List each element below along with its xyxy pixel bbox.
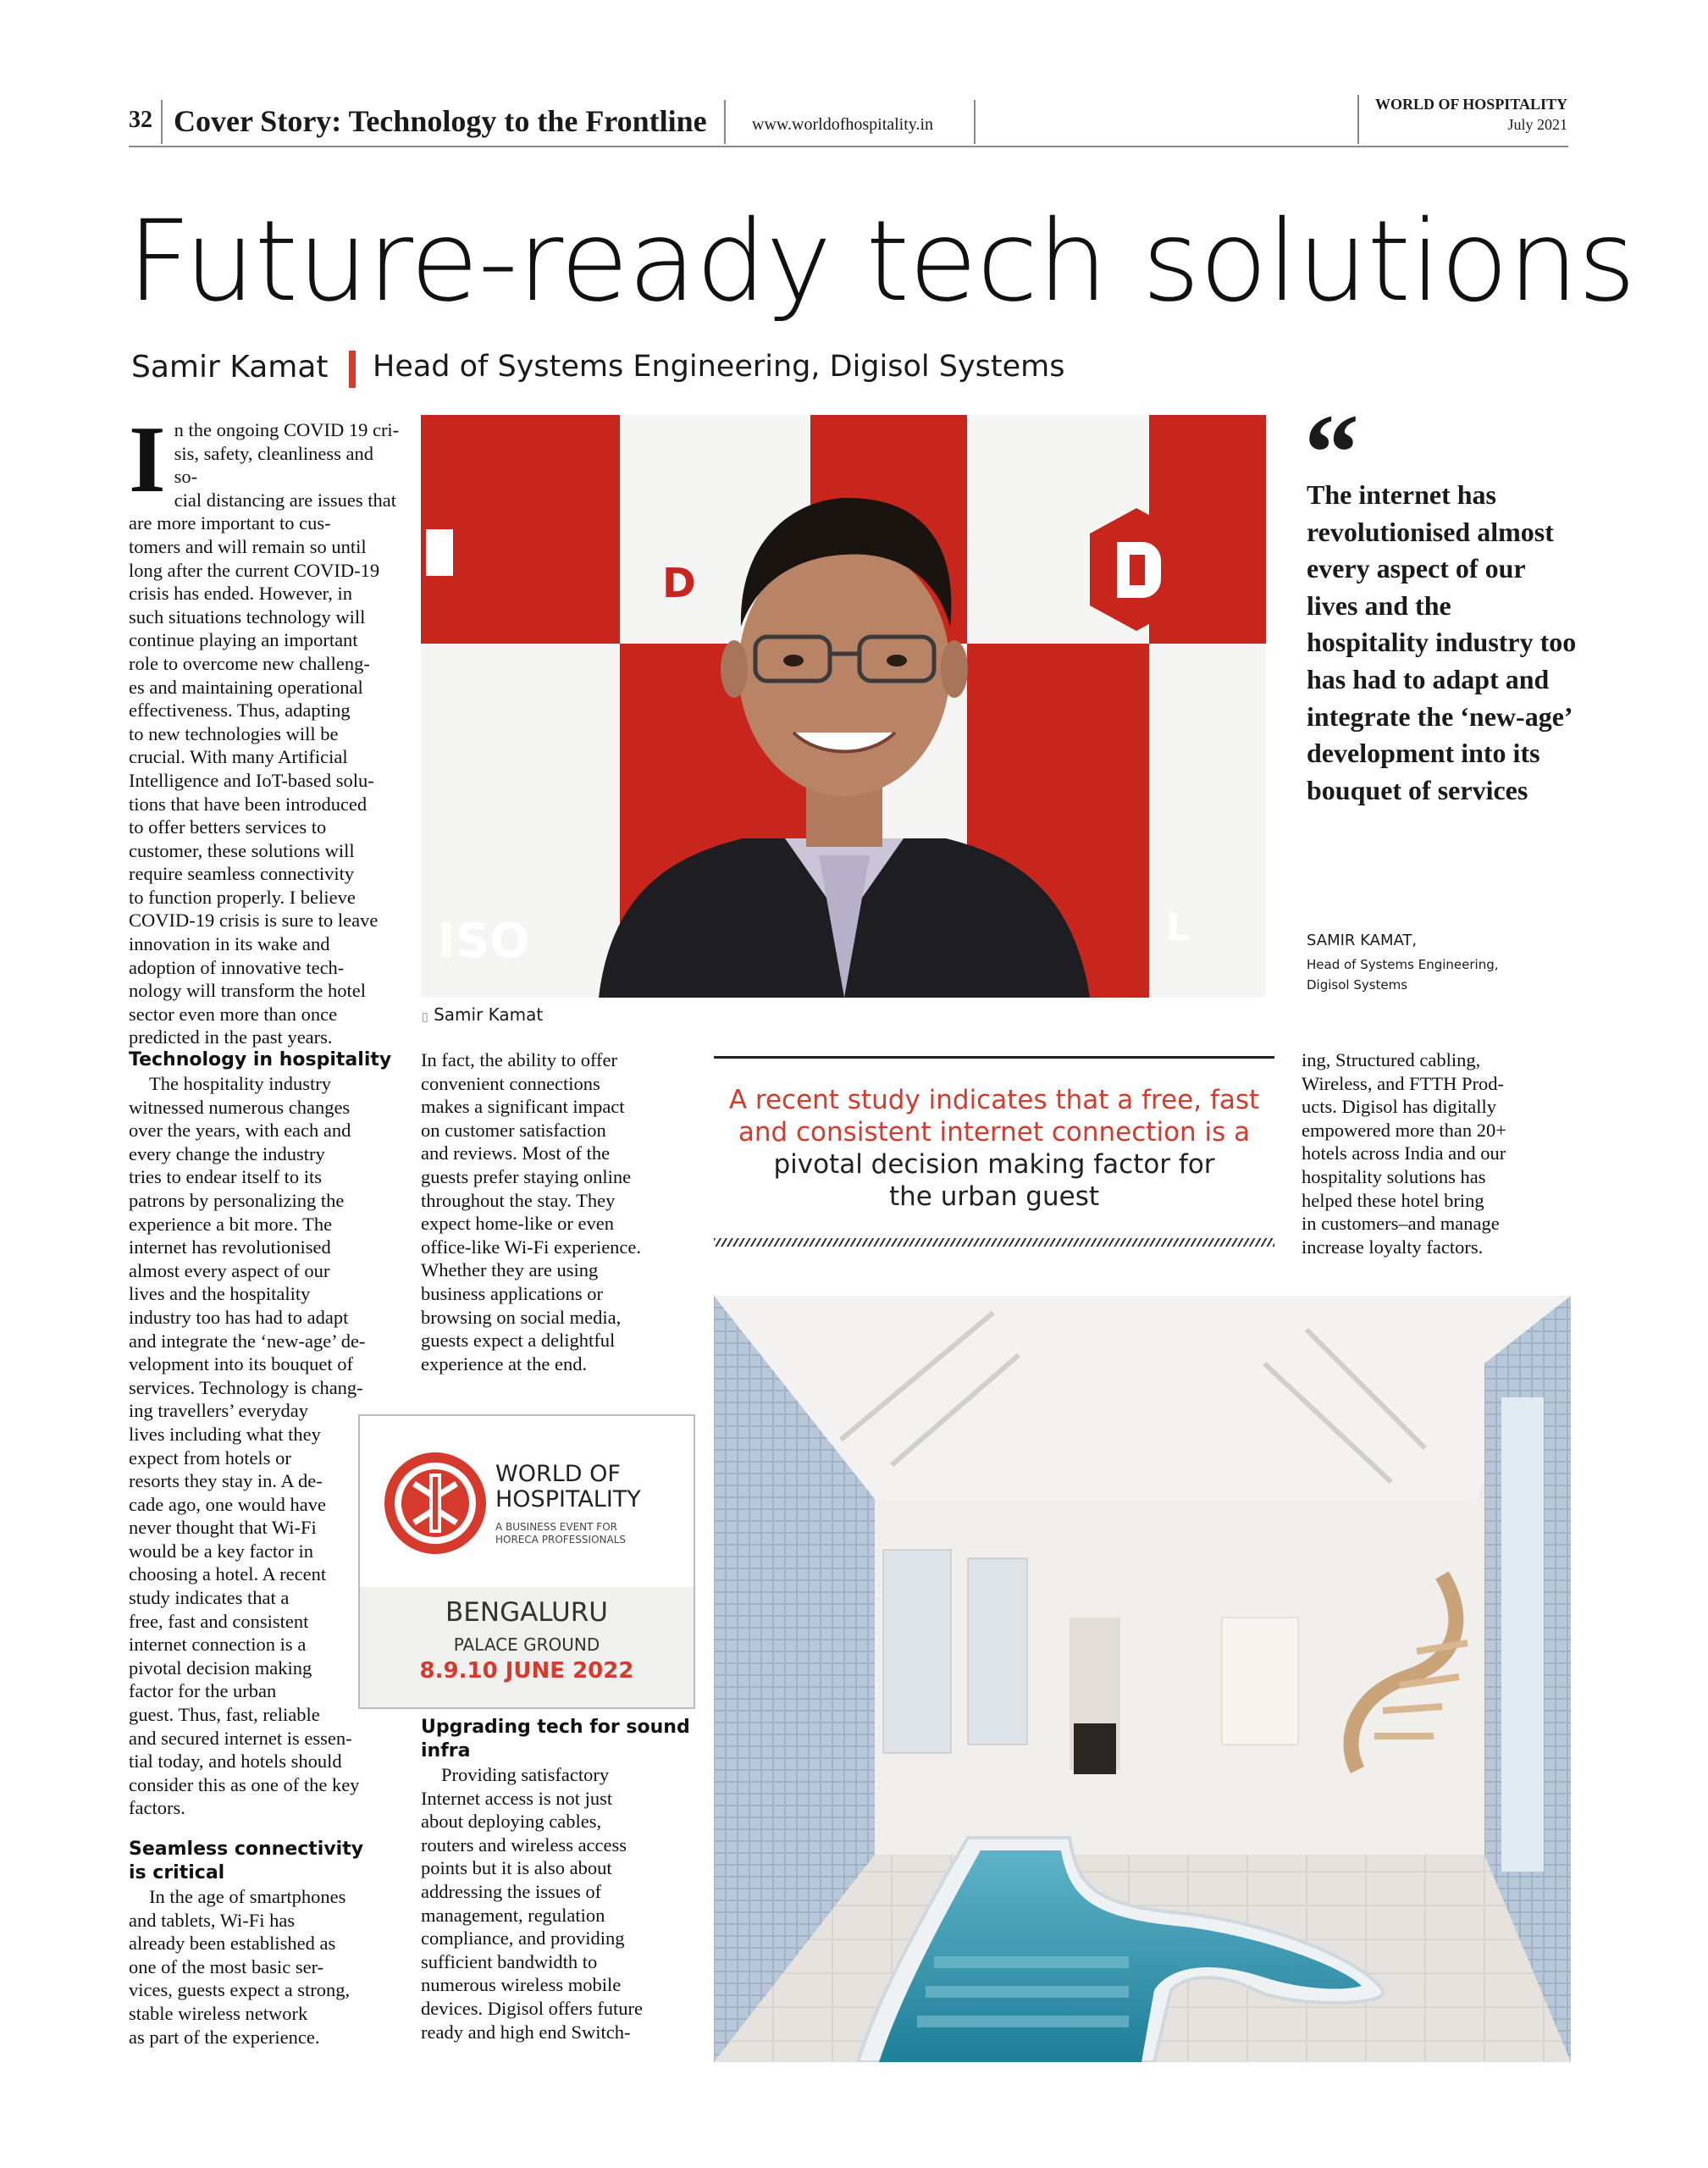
text-line: management, regulation [421,1904,605,1926]
text-line: lives including what they [129,1423,321,1445]
text-line: guests prefer staying online [421,1165,632,1187]
text-line: points but it is also about [421,1857,612,1879]
text-line: Providing satisfactory [441,1764,610,1785]
byline-separator [349,351,356,388]
text-line: over the years, with each and [129,1120,351,1142]
website-url[interactable]: www.worldofhospitality.in [752,115,934,134]
text-line: would be a key factor in [129,1540,314,1562]
text-line: crucial. With many Artificial [129,746,348,768]
text-line: ing travellers’ everyday [129,1400,308,1422]
world-of-hospitality-logo-icon [382,1450,489,1557]
portrait-illustration [421,415,1266,998]
text-line: effectiveness. Thus, adapting [129,700,351,722]
text-line: as part of the experience. [129,2026,320,2048]
text-line: to offer betters services to [129,816,327,838]
author-photo [421,415,1266,998]
text-line: ready and high end Switch- [421,2021,631,2043]
ad-event-details [360,1587,694,1707]
backdrop-text: D [662,560,696,607]
text-line: In fact, the ability to offer [421,1049,617,1070]
intro-text-rest [129,535,400,1049]
text-line: business applications or [421,1282,603,1304]
text-line: browsing on social media, [421,1306,622,1328]
tagline-line: HORECA PROFESSIONALS [495,1534,627,1546]
text-line: increase loyalty factors. [1302,1236,1484,1258]
pullquote-text: The internet has revolutionised almost every aspect of our lives and the hospitality industry too has had to adapt and integrate the ‘new-age’ development into its bouquet of services [1307,479,1577,805]
tagline-line: A BUSINESS EVENT FOR [495,1521,617,1533]
text-line: to new technologies will be [129,722,339,744]
text-line: Intelligence and IoT-based solu- [129,769,374,791]
photo-caption [422,1004,543,1025]
drop-cap: I [129,407,166,512]
text-line: tions that have been introduced [129,793,368,815]
text-line: office-like Wi-Fi experience. [421,1236,642,1258]
text-line: addressing the issues of [421,1880,602,1902]
pool-illustration [714,1296,1571,2062]
text-line: es and maintaining operational [129,676,363,698]
text-line: in customers–and manage [1302,1213,1500,1235]
text-line: and secured internet is essen- [129,1727,352,1749]
text-line: devices. Digisol offers future [421,1997,644,2019]
text-line: predicted in the past years. [129,1026,333,1048]
section-text [129,1885,400,2049]
event-venue: PALACE GROUND [453,1634,600,1655]
quote-mark-icon: “ [1304,392,1359,514]
pullquote-name: SAMIR KAMAT, [1307,932,1418,949]
highlight-bottom-hatch [714,1238,1274,1247]
text-line: require seamless connectivity [129,863,355,885]
publication-name: WORLD OF HOSPITALITY [1374,96,1567,113]
highlight-line: the urban guest [889,1181,1099,1212]
intro-paragraph [129,407,400,1049]
column-2-text [421,1048,692,1375]
text-line: nology will transform the hotel [129,980,366,1002]
text-line: long after the current COVID-19 [129,559,380,581]
text-line: and reviews. Most of the [421,1142,611,1164]
text-line: choosing a hotel. A recent [129,1563,327,1585]
text-line: experience at the end. [421,1352,588,1374]
text-line: factors. [129,1797,185,1819]
text-line: lives and the hospitality [129,1283,311,1305]
subheading: Seamless connectivity is critical [129,1839,364,1883]
ad-brand [495,1462,641,1513]
text-line: to function properly. I believe [129,886,356,908]
text-line: expect home-like or even [421,1213,615,1235]
author-name: Samir Kamat [131,350,329,384]
text-line: helped these hotel bring [1302,1189,1484,1211]
text-line: throughout the stay. They [421,1189,616,1211]
text-line: stable wireless network [129,2002,308,2024]
text-line: COVID-19 crisis is sure to leave [129,910,379,932]
text-line: resorts they stay in. A de- [129,1470,323,1492]
text-line: free, fast and consistent [129,1610,309,1632]
text-line: every change the industry [129,1142,325,1164]
text-line: expect from hotels or [129,1446,291,1468]
text-line: sufficient bandwidth to [421,1950,598,1972]
text-line: and tablets, Wi-Fi has [129,1909,296,1931]
text-line: on customer satisfaction [421,1119,606,1141]
text-line: cade ago, one would have [129,1493,327,1515]
text-line: tries to endear itself to its [129,1166,323,1188]
section-title: Cover Story: Technology to the Frontline [174,104,707,138]
text-line: routers and wireless access [421,1833,627,1856]
text-line: Wireless, and FTTH Prod- [1302,1072,1505,1094]
text-line: sis, safety, cleanliness and so- [174,442,373,488]
text-line: hotels across India and our [1302,1142,1506,1164]
text-line: such situations technology will [129,606,366,628]
text-line: services. Technology is chang- [129,1376,363,1398]
backdrop-text: ISO [438,914,530,969]
text-line: internet connection is a [129,1634,307,1656]
highlight-top-rule [714,1056,1274,1059]
text-line: study indicates that a [129,1587,290,1609]
text-line: innovation in its wake and [129,933,330,955]
highlight-dark-text [714,1148,1274,1213]
highlight-line: A recent study indicates that a free, fast [728,1085,1260,1115]
caption-marker-icon: ▯ [422,1010,428,1024]
text-line: makes a significant impact [421,1096,625,1118]
header-divider [161,100,163,144]
text-line: The hospitality industry [149,1073,331,1094]
role-line: Digisol Systems [1307,977,1408,993]
text-line: vices, guests expect a strong, [129,1979,351,2001]
text-line: customer, these solutions will [129,839,355,861]
subheading: Technology in hospitality [129,1049,392,1070]
text-line: ucts. Digisol has digitally [1302,1096,1496,1118]
text-line: guest. Thus, fast, reliable [129,1704,320,1726]
text-line: convenient connections [421,1072,600,1094]
header-rule [129,146,1568,147]
text-line: one of the most basic ser- [129,1955,324,1977]
text-line: almost every aspect of our [129,1259,330,1281]
section-text [1302,1048,1573,1258]
text-line: compliance, and providing [421,1927,625,1950]
text-line: internet has revolutionised [129,1236,331,1258]
headline: Future-ready tech solutions [127,196,1635,327]
brand-line: HOSPITALITY [495,1486,641,1513]
header-divider [974,100,976,144]
text-line: pivotal decision making [129,1656,312,1679]
text-line: crisis has ended. However, in [129,583,353,605]
intro-text [129,407,400,535]
header-divider [724,100,726,144]
section-seamless-connectivity [129,1838,400,2049]
indoor-pool-photo [714,1296,1571,2062]
text-line: ing, Structured cabling, [1302,1049,1481,1070]
text-line: continue playing an important [129,629,358,651]
text-line: never thought that Wi-Fi [129,1517,317,1539]
text-line: Whether they are using [421,1259,599,1281]
section-text [421,1048,692,1375]
text-line: patrons by personalizing the [129,1189,345,1211]
text-line: about deploying cables, [421,1811,602,1833]
subheading: Upgrading tech for sound infra [421,1717,690,1762]
backdrop-text: L [1166,906,1191,949]
column-4-text [1302,1048,1573,1258]
text-line: sector even more than once [129,1003,338,1025]
text-line: In the age of smartphones [149,1886,346,1907]
brand-line: WORLD OF [495,1461,621,1487]
author-role: Head of Systems Engineering, Digisol Systems [373,350,1065,384]
event-dates: 8.9.10 JUNE 2022 [419,1658,634,1684]
text-line: industry too has had to adapt [129,1306,349,1328]
text-line: tomers and will remain so until [129,535,367,557]
text-line: and integrate the ‘new-age’ de- [129,1330,366,1352]
highlight-line: pivotal decision making factor for [773,1149,1215,1180]
text-line: guests expect a delightful [421,1330,616,1352]
caption-text: Samir Kamat [434,1004,544,1025]
section-text [421,1763,692,2044]
pullquote-role [1307,954,1527,995]
text-line: adoption of innovative tech- [129,956,345,978]
text-line: empowered more than 20+ [1302,1119,1506,1141]
section-upgrading-tech [421,1716,692,2044]
text-line: Internet access is not just [421,1787,613,1809]
page-number: 32 [129,107,152,133]
text-line: consider this as one of the key [129,1773,360,1795]
text-line: velopment into its bouquet of [129,1353,353,1375]
ad-tagline [495,1521,626,1546]
text-line: witnessed numerous changes [129,1096,351,1118]
event-city: BENGALURU [445,1597,608,1628]
event-advertisement[interactable] [358,1414,695,1709]
text-line: are more important to cus- [129,512,331,534]
highlight-red-text [714,1084,1274,1148]
role-line: Head of Systems Engineering, [1307,957,1499,972]
highlight-line: and consistent internet connection is a [738,1117,1251,1148]
header-divider [1357,95,1359,144]
text-line: experience a bit more. The [129,1213,333,1235]
text-line: hospitality solutions has [1302,1165,1486,1187]
text-line: numerous wireless mobile [421,1974,622,1996]
text-line: n the ongoing COVID 19 cri- [174,419,400,440]
text-line: factor for the urban [129,1680,277,1702]
text-line: tial today, and hotels should [129,1750,342,1773]
text-line: role to overcome new challeng- [129,652,370,674]
issue-date: July 2021 [1507,116,1567,133]
text-line: already been established as [129,1933,336,1955]
text-line: cial distancing are issues that [174,489,397,511]
